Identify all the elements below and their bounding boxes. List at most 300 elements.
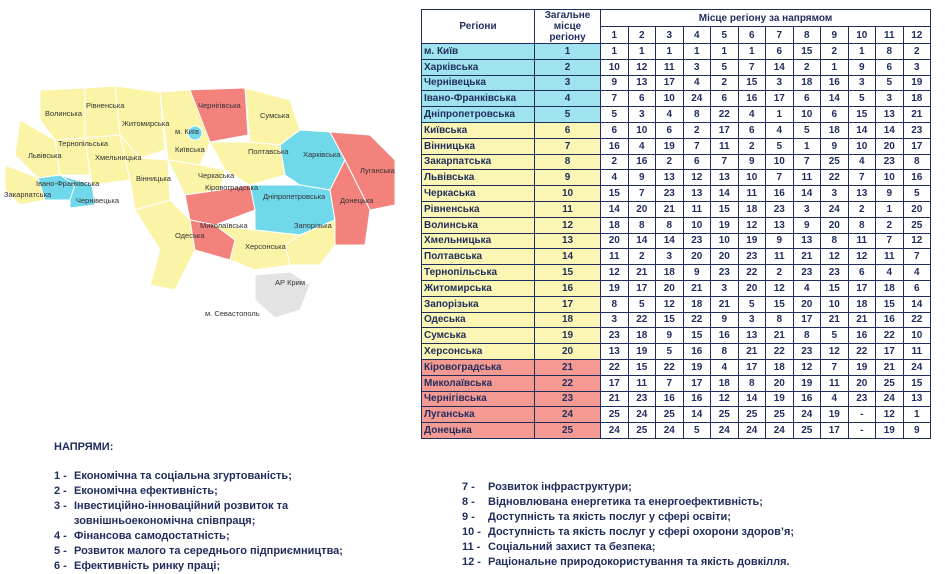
direction-rank-cell: 19 [601,280,629,296]
table-row [422,391,931,407]
direction-rank-cell: 7 [793,154,821,170]
direction-rank-cell: 5 [903,186,931,202]
direction-rank-cell: 19 [738,233,766,249]
direction-rank-cell: 4 [903,265,931,281]
total-rank-cell: 1 [535,44,601,60]
direction-number-header: 10 [848,27,876,44]
direction-rank-cell: 14 [711,186,739,202]
map-label-lvivska: Львівська [28,151,62,160]
total-rank-cell: 10 [535,186,601,202]
direction-rank-cell: 17 [683,375,711,391]
direction-rank-cell: 6 [793,91,821,107]
direction-rank-cell: 2 [903,44,931,60]
direction-rank-cell: 20 [601,233,629,249]
direction-number-header: 12 [903,27,931,44]
region-name-cell: Запорізька [422,296,535,312]
direction-rank-cell: 15 [601,186,629,202]
direction-rank-cell: 13 [903,391,931,407]
direction-number: 1 - [54,470,67,482]
map-label-zakarpatska: Закарпатська [4,190,52,199]
direction-rank-cell: 1 [903,407,931,423]
direction-rank-cell: 11 [738,186,766,202]
table-row [422,280,931,296]
map-label-mykolaivska: Миколаївська [200,221,248,230]
direction-rank-cell: 18 [766,359,794,375]
map-label-kirovohradska: Кіровоградська [205,183,259,192]
direction-rank-cell: 17 [821,423,849,439]
direction-rank-cell: 1 [683,44,711,60]
direction-rank-cell: 10 [821,296,849,312]
direction-rank-cell: 15 [711,201,739,217]
direction-rank-cell: 14 [903,296,931,312]
direction-rank-cell: 22 [766,344,794,360]
direction-rank-cell: 25 [903,217,931,233]
direction-rank-cell: 8 [903,154,931,170]
table-row [422,138,931,154]
direction-rank-cell: 15 [793,44,821,60]
direction-rank-cell: 3 [766,75,794,91]
col-group-header: Місце регіону за напрямом [601,10,931,27]
direction-item [54,529,394,544]
map-region-odeska [135,200,195,290]
region-name-cell: Закарпатська [422,154,535,170]
table-row [422,75,931,91]
direction-rank-cell: 12 [876,407,904,423]
table-row [422,59,931,75]
region-name-cell: Київська [422,122,535,138]
direction-rank-cell: 13 [738,328,766,344]
direction-rank-cell: 17 [766,91,794,107]
direction-rank-cell: 9 [683,265,711,281]
direction-rank-cell: 9 [821,138,849,154]
directions-legend-left [54,440,394,574]
direction-number: 6 - [54,560,67,572]
table-row [422,423,931,439]
direction-text: Доступність та якість послуг у сфері охорони здоров’я; [488,526,795,538]
direction-rank-cell: 11 [711,138,739,154]
direction-rank-cell: 12 [656,296,684,312]
direction-rank-cell: 22 [656,359,684,375]
map-label-ternopilska: Тернопільська [58,139,109,148]
direction-rank-cell: 14 [656,233,684,249]
direction-rank-cell: 22 [876,328,904,344]
map-label-khersonska: Херсонська [245,242,286,251]
direction-rank-cell: 14 [848,122,876,138]
direction-rank-cell: 5 [711,59,739,75]
direction-rank-cell: 9 [628,170,656,186]
map-label-krym: АР Крим [275,278,305,287]
direction-number: 11 - [462,541,481,553]
map-label-vinnytska: Вінницька [136,174,171,183]
map-label-cherkaska: Черкаська [198,171,235,180]
direction-rank-cell: 15 [656,312,684,328]
direction-rank-cell: 3 [903,59,931,75]
direction-rank-cell: 3 [711,280,739,296]
direction-text: Економічна та соціальна згуртованість; [74,470,292,482]
direction-rank-cell: 10 [656,91,684,107]
direction-rank-cell: 4 [628,138,656,154]
table-row [422,233,931,249]
direction-rank-cell: 17 [738,359,766,375]
direction-rank-cell: 7 [876,233,904,249]
direction-rank-cell: 4 [711,359,739,375]
direction-rank-cell: 13 [793,233,821,249]
table-row [422,91,931,107]
ukraine-regions-map [0,60,420,330]
direction-rank-cell: 14 [738,391,766,407]
map-label-dnipropetrovska: Дніпропетровська [263,192,326,201]
direction-rank-cell: 24 [766,423,794,439]
direction-rank-cell: 16 [601,138,629,154]
direction-rank-cell: 3 [738,312,766,328]
total-rank-cell: 3 [535,75,601,91]
direction-rank-cell: 15 [628,359,656,375]
direction-rank-cell: 18 [821,122,849,138]
direction-rank-cell: 18 [738,201,766,217]
direction-item [462,540,932,555]
direction-rank-cell: 10 [683,217,711,233]
direction-rank-cell: 14 [601,201,629,217]
direction-item [462,525,932,540]
direction-item [462,480,932,495]
direction-rank-cell: 23 [876,154,904,170]
direction-rank-cell: 6 [848,265,876,281]
table-row [422,154,931,170]
direction-rank-cell: 18 [656,265,684,281]
region-name-cell: Івано-Франківська [422,91,535,107]
direction-rank-cell: 16 [711,328,739,344]
direction-rank-cell: 8 [738,375,766,391]
direction-rank-cell: 5 [766,138,794,154]
direction-text: Фінансова самодостатність; [74,530,230,542]
direction-rank-cell: 9 [601,75,629,91]
direction-rank-cell: 12 [848,249,876,265]
direction-rank-cell: 4 [766,122,794,138]
table-row [422,359,931,375]
direction-number-header: 7 [766,27,794,44]
direction-rank-cell: 7 [656,375,684,391]
direction-rank-cell: 11 [793,170,821,186]
direction-rank-cell: 9 [711,312,739,328]
direction-rank-cell: 14 [793,186,821,202]
direction-item [54,514,394,529]
direction-rank-cell: 5 [628,296,656,312]
direction-rank-cell: 18 [683,296,711,312]
direction-rank-cell: 8 [711,344,739,360]
direction-item [54,469,394,484]
direction-rank-cell: 3 [683,59,711,75]
direction-text: Доступність та якість послуг у сфері освіти; [488,511,731,523]
total-rank-cell: 17 [535,296,601,312]
direction-rank-cell: 14 [628,233,656,249]
col-region-header: Регіони [422,10,535,44]
direction-rank-cell: 9 [766,233,794,249]
region-name-cell: Миколаївська [422,375,535,391]
direction-rank-cell: 16 [683,344,711,360]
direction-rank-cell: 16 [738,91,766,107]
total-rank-cell: 16 [535,280,601,296]
direction-rank-cell: 21 [821,312,849,328]
direction-rank-cell: 8 [628,217,656,233]
direction-rank-cell: 23 [848,391,876,407]
direction-item [54,544,394,559]
direction-rank-cell: 11 [848,233,876,249]
direction-rank-cell: 10 [711,233,739,249]
total-rank-cell: 19 [535,328,601,344]
direction-rank-cell: 5 [601,107,629,123]
direction-rank-cell: 2 [766,265,794,281]
region-name-cell: Чернігівська [422,391,535,407]
total-rank-cell: 18 [535,312,601,328]
direction-rank-cell: 14 [876,122,904,138]
direction-rank-cell: 18 [793,75,821,91]
table-row [422,170,931,186]
direction-rank-cell: 8 [821,233,849,249]
direction-rank-cell: 25 [793,423,821,439]
table-row [422,375,931,391]
direction-rank-cell: 23 [683,233,711,249]
direction-rank-cell: 15 [848,107,876,123]
direction-rank-cell: 13 [683,186,711,202]
direction-rank-cell: 9 [876,186,904,202]
map-label-ivanofrankivska: Івано-Франківська [36,179,100,188]
direction-rank-cell: 19 [821,407,849,423]
direction-rank-cell: 11 [601,249,629,265]
direction-text: Економічна ефективність; [74,485,218,497]
direction-item [54,499,394,514]
table-row [422,265,931,281]
direction-rank-cell: 5 [738,296,766,312]
direction-rank-cell: 12 [738,217,766,233]
region-name-cell: Херсонська [422,344,535,360]
direction-number-header: 3 [656,27,684,44]
direction-rank-cell: 3 [793,201,821,217]
region-name-cell: Дніпропетровська [422,107,535,123]
direction-rank-cell: 3 [876,91,904,107]
direction-rank-cell: 10 [738,170,766,186]
direction-rank-cell: 13 [628,75,656,91]
direction-rank-cell: 1 [793,138,821,154]
direction-rank-cell: 4 [601,170,629,186]
direction-rank-cell: 18 [711,375,739,391]
direction-rank-cell: 22 [628,312,656,328]
table-row [422,217,931,233]
direction-rank-cell: 18 [876,280,904,296]
direction-rank-cell: 2 [848,201,876,217]
direction-rank-cell: 20 [766,375,794,391]
direction-rank-cell: 19 [848,359,876,375]
direction-rank-cell: 18 [903,91,931,107]
direction-rank-cell: 8 [793,328,821,344]
direction-rank-cell: 15 [821,280,849,296]
direction-rank-cell: 21 [683,280,711,296]
region-name-cell: Одеська [422,312,535,328]
direction-rank-cell: 12 [793,359,821,375]
total-rank-cell: 13 [535,233,601,249]
table-row [422,44,931,60]
direction-rank-cell: 17 [793,312,821,328]
direction-rank-cell: 21 [793,249,821,265]
direction-rank-cell: 4 [793,280,821,296]
direction-rank-cell: 5 [848,91,876,107]
direction-text: Розвиток малого та середнього підприємництва; [74,545,343,557]
direction-rank-cell: 2 [711,75,739,91]
direction-rank-cell: 11 [766,249,794,265]
direction-text: Відновлювана енергетика та енергоефективність; [488,496,763,508]
direction-number: 9 - [462,511,475,523]
col-total-header: Загальне місце регіону [535,10,601,44]
direction-number: 2 - [54,485,67,497]
total-rank-cell: 24 [535,407,601,423]
direction-rank-cell: 5 [793,122,821,138]
direction-rank-cell: 22 [903,312,931,328]
direction-rank-cell: 9 [656,328,684,344]
direction-rank-cell: 15 [683,328,711,344]
direction-rank-cell: 11 [903,344,931,360]
direction-rank-cell: 2 [656,154,684,170]
region-name-cell: Волинська [422,217,535,233]
direction-rank-cell: 17 [656,75,684,91]
region-name-cell: Кіровоградська [422,359,535,375]
direction-rank-cell: 10 [848,138,876,154]
direction-rank-cell: 20 [876,138,904,154]
map-label-sumska: Сумська [260,111,290,120]
direction-rank-cell: 21 [601,391,629,407]
direction-number: 7 - [462,481,475,493]
map-label-donetska: Донецька [340,196,374,205]
region-name-cell: Хмельницька [422,233,535,249]
direction-rank-cell: 5 [683,423,711,439]
map-label-zhytomyrska: Житомирська [122,119,170,128]
directions-heading: НАПРЯМИ: [54,441,114,453]
direction-rank-cell: 24 [601,423,629,439]
direction-rank-cell: 9 [903,423,931,439]
direction-number-header: 5 [711,27,739,44]
direction-item [54,484,394,499]
direction-rank-cell: 3 [656,249,684,265]
region-name-cell: Вінницька [422,138,535,154]
direction-rank-cell: 16 [903,170,931,186]
map-label-zaporizka: Запорізька [294,221,332,230]
direction-rank-cell: 4 [738,107,766,123]
direction-rank-cell: 19 [711,217,739,233]
direction-rank-cell: 10 [628,122,656,138]
direction-rank-cell: 21 [766,328,794,344]
map-label-kyivska: Київська [175,145,205,154]
total-rank-cell: 4 [535,91,601,107]
directions-legend-right [462,480,932,570]
direction-rank-cell: 6 [683,154,711,170]
direction-text: Соціальний захист та безпека; [488,541,656,553]
direction-rank-cell: - [848,407,876,423]
direction-rank-cell: 17 [876,344,904,360]
direction-rank-cell: 11 [821,375,849,391]
direction-rank-cell: 23 [903,122,931,138]
direction-rank-cell: 22 [711,107,739,123]
direction-rank-cell: 8 [601,296,629,312]
direction-rank-cell: 17 [601,375,629,391]
direction-number: 4 - [54,530,67,542]
map-label-volynska: Волинська [45,109,82,118]
direction-rank-cell: 21 [903,107,931,123]
direction-rank-cell: 12 [711,391,739,407]
direction-rank-cell: 16 [683,391,711,407]
direction-rank-cell: 14 [766,59,794,75]
direction-text: Ефективність ринку праці; [74,560,221,572]
map-region-rivnenska [85,86,120,138]
direction-rank-cell: 16 [766,186,794,202]
direction-text: Раціональне природокористування та якість довкілля. [488,556,790,568]
direction-rank-cell: 20 [711,249,739,265]
direction-rank-cell: 12 [628,59,656,75]
regions-ranking-table [421,9,931,439]
total-rank-cell: 8 [535,154,601,170]
direction-number: 3 - [54,500,67,512]
map-label-chernivetska: Чернівецька [76,196,120,205]
direction-rank-cell: 2 [738,138,766,154]
direction-rank-cell: 10 [903,328,931,344]
direction-rank-cell: 22 [848,344,876,360]
direction-rank-cell: 20 [821,217,849,233]
direction-rank-cell: 17 [903,138,931,154]
direction-rank-cell: 7 [821,359,849,375]
region-name-cell: Луганська [422,407,535,423]
direction-number-header: 9 [821,27,849,44]
total-rank-cell: 11 [535,201,601,217]
direction-rank-cell: 12 [601,265,629,281]
direction-rank-cell: 2 [601,154,629,170]
total-rank-cell: 20 [535,344,601,360]
direction-rank-cell: 4 [656,107,684,123]
direction-rank-cell: 9 [793,217,821,233]
direction-rank-cell: 6 [821,107,849,123]
direction-rank-cell: 3 [848,75,876,91]
direction-rank-cell: 5 [876,75,904,91]
direction-rank-cell: 25 [656,407,684,423]
direction-item [462,495,932,510]
direction-text: Розвиток інфраструктури; [488,481,632,493]
direction-rank-cell: 12 [821,249,849,265]
direction-rank-cell: 19 [656,138,684,154]
total-rank-cell: 25 [535,423,601,439]
table-row [422,107,931,123]
total-rank-cell: 21 [535,359,601,375]
direction-rank-cell: 23 [628,391,656,407]
direction-rank-cell: 18 [601,217,629,233]
direction-rank-cell: 21 [876,359,904,375]
direction-rank-cell: 7 [848,170,876,186]
region-name-cell: Черкаська [422,186,535,202]
map-label-rivnenska: Рівненська [86,101,125,110]
table-row [422,249,931,265]
direction-rank-cell: 7 [601,91,629,107]
direction-rank-cell: 13 [601,344,629,360]
direction-rank-cell: 19 [766,391,794,407]
total-rank-cell: 12 [535,217,601,233]
direction-rank-cell: 11 [876,249,904,265]
direction-rank-cell: 24 [903,359,931,375]
direction-rank-cell: 2 [628,249,656,265]
direction-number-header: 11 [876,27,904,44]
direction-rank-cell: 24 [683,91,711,107]
direction-rank-cell: 14 [683,407,711,423]
map-label-poltavska: Полтавська [248,147,289,156]
direction-rank-cell: 21 [711,296,739,312]
direction-rank-cell: 19 [628,344,656,360]
direction-rank-cell: 20 [738,280,766,296]
region-name-cell: Львівська [422,170,535,186]
direction-rank-cell: 6 [628,91,656,107]
